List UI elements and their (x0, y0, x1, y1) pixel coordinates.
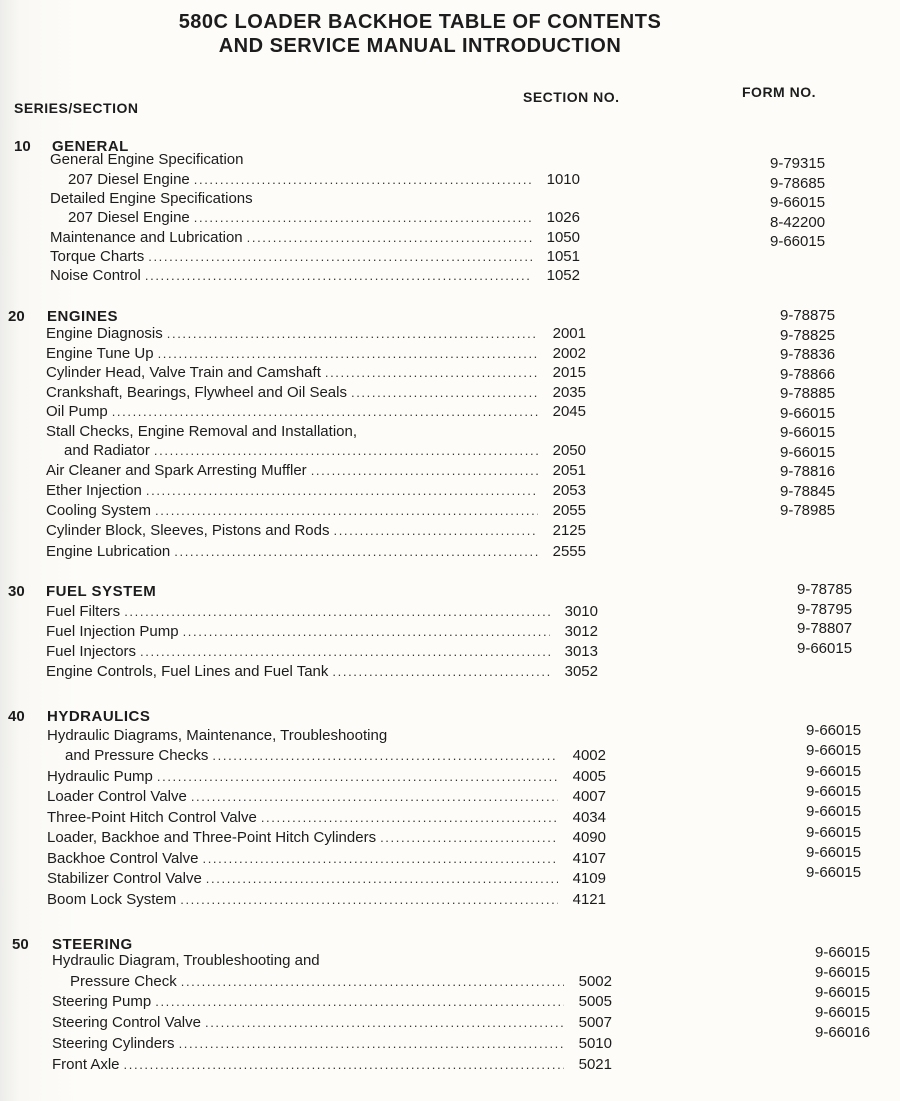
form-number: 9-66015 (780, 404, 836, 422)
toc-entry (50, 150, 243, 170)
toc-entry (52, 1013, 612, 1033)
toc-entry-label: Fuel Injectors (46, 643, 137, 660)
title-line-2: AND SERVICE MANUAL INTRODUCTION (218, 35, 622, 57)
form-number: 9-66015 (815, 1004, 871, 1022)
title-line-1: 580C LOADER BACKHOE TABLE OF CONTENTS (178, 11, 662, 33)
form-number: 9-66015 (806, 782, 862, 800)
toc-entry (68, 208, 580, 228)
toc-entry-label: Detailed Engine Specifications (50, 190, 253, 207)
form-number: 9-66015 (780, 443, 836, 461)
form-number: 8-42200 (770, 213, 826, 231)
toc-entry-label: Noise Control (50, 267, 141, 284)
dot-leader (261, 808, 558, 828)
form-number: 9-66015 (806, 762, 862, 780)
dot-leader (194, 208, 532, 228)
dot-leader (247, 228, 532, 248)
dot-leader (202, 849, 558, 869)
form-number: 9-66015 (806, 742, 862, 760)
form-number: 9-66015 (780, 424, 836, 441)
toc-entry-label: Torque Charts (50, 248, 145, 265)
form-number: 9-78825 (780, 326, 836, 344)
dot-leader (167, 324, 538, 344)
toc-entry-label: Maintenance and Lubrication (50, 229, 243, 246)
form-number: 9-78795 (797, 600, 853, 618)
toc-entry-label: Cooling System (46, 502, 152, 519)
dot-leader (180, 890, 558, 910)
form-number: 9-78685 (770, 174, 826, 192)
toc-entry-label: and Pressure Checks (65, 747, 209, 764)
toc-entry-label: 207 Diesel Engine (68, 209, 190, 226)
dot-leader (148, 247, 532, 267)
form-number: 9-66015 (806, 722, 862, 739)
toc-entry (46, 461, 586, 481)
dot-leader (140, 642, 550, 662)
toc-entry (46, 481, 586, 501)
toc-entry-label: and Radiator (64, 442, 150, 459)
section-number: 2050 (552, 442, 586, 459)
form-number: 9-78866 (780, 365, 836, 383)
toc-entry-label: Pressure Check (70, 973, 177, 990)
series-number: 40 (8, 708, 25, 725)
toc-entry (52, 951, 320, 971)
toc-entry (47, 726, 387, 746)
toc-entry (47, 787, 606, 807)
dot-leader (112, 402, 538, 422)
series-title: FUEL SYSTEM (46, 583, 157, 600)
toc-entry-label: Fuel Filters (46, 603, 121, 620)
series-title: HYDRAULICS (47, 708, 151, 725)
toc-entry (46, 642, 598, 662)
dot-leader (154, 441, 538, 461)
toc-entry-label: Loader, Backhoe and Three-Point Hitch Cylinders (47, 829, 377, 846)
dot-leader (332, 662, 550, 682)
form-number: 9-78875 (780, 307, 836, 324)
toc-entry (46, 501, 586, 521)
toc-entry-label: Hydraulic Diagram, Troubleshooting and (52, 952, 320, 969)
section-no-column-header: SECTION NO. (523, 89, 620, 105)
dot-leader (155, 992, 564, 1012)
form-number: 9-66015 (806, 843, 862, 861)
section-number: 2035 (552, 384, 586, 401)
section-number: 5010 (578, 1035, 612, 1052)
toc-entry (46, 602, 598, 622)
toc-entry (46, 422, 357, 442)
dot-leader (194, 170, 532, 190)
form-number: 9-78985 (780, 502, 836, 519)
toc-entry-label: Engine Tune Up (46, 345, 154, 362)
toc-entry-label: Steering Cylinders (52, 1035, 175, 1052)
dot-leader (155, 501, 538, 521)
toc-entry (46, 383, 586, 403)
series-number: 20 (8, 308, 25, 325)
section-number: 4121 (572, 891, 606, 908)
series-number: 10 (14, 138, 31, 155)
toc-entry (47, 767, 606, 787)
toc-entry-label: Cylinder Head, Valve Train and Camshaft (46, 364, 321, 381)
dot-leader (158, 344, 538, 364)
toc-entry-label: 207 Diesel Engine (68, 171, 190, 188)
toc-entry (46, 324, 586, 344)
dot-leader (181, 972, 564, 992)
form-number: 9-78836 (780, 346, 836, 363)
section-number: 3013 (564, 643, 598, 660)
section-number: 2125 (552, 522, 586, 539)
form-number: 9-66015 (806, 803, 862, 821)
toc-entry-label: Ether Injection (46, 482, 142, 499)
toc-entry (65, 746, 606, 766)
form-number: 9-66015 (815, 944, 871, 961)
section-number: 2045 (552, 403, 586, 420)
dot-leader (206, 869, 558, 889)
series-number: 30 (8, 583, 25, 600)
section-number: 5002 (578, 973, 612, 990)
section-number: 2053 (552, 482, 586, 499)
form-number: 9-66015 (815, 964, 871, 982)
toc-entry-label: Three-Point Hitch Control Valve (47, 809, 257, 826)
toc-entry (47, 808, 606, 828)
form-number: 9-78885 (780, 385, 836, 402)
toc-entry (70, 972, 612, 992)
toc-entry-label: Cylinder Block, Sleeves, Pistons and Rods (46, 522, 330, 539)
section-number: 5007 (578, 1014, 612, 1031)
toc-entry-label: Hydraulic Diagrams, Maintenance, Troubleshooting (47, 727, 388, 744)
form-number: 9-66015 (770, 194, 826, 211)
dot-leader (174, 542, 538, 562)
toc-entry-label: Engine Controls, Fuel Lines and Fuel Tank (46, 663, 329, 680)
toc-entry (68, 170, 580, 190)
toc-entry (46, 344, 586, 364)
toc-entry-label: Engine Diagnosis (46, 325, 163, 342)
toc-entry (50, 266, 580, 286)
form-number: 9-66015 (806, 864, 862, 882)
form-number: 9-66015 (770, 233, 826, 250)
section-number: 1051 (546, 248, 580, 265)
section-number: 3010 (564, 603, 598, 620)
toc-entry-label: Front Axle (52, 1056, 120, 1073)
section-number: 2002 (552, 345, 586, 362)
toc-entry-label: Air Cleaner and Spark Arresting Muffler (46, 462, 307, 479)
section-number: 4107 (572, 850, 606, 867)
toc-entry (46, 402, 586, 422)
series-column-header: SERIES/SECTION (14, 100, 139, 116)
section-number: 1026 (546, 209, 580, 226)
dot-leader (325, 363, 538, 383)
form-number: 9-78807 (797, 620, 853, 637)
toc-entry-label: General Engine Specification (50, 151, 244, 168)
dot-leader (179, 1034, 564, 1054)
section-number: 4109 (572, 870, 606, 887)
section-number: 2555 (552, 543, 586, 560)
toc-entry-label: Loader Control Valve (47, 788, 187, 805)
form-no-column-header: FORM NO. (742, 84, 816, 100)
toc-entry (50, 189, 253, 209)
section-number: 4002 (572, 747, 606, 764)
form-number: 9-66015 (815, 984, 871, 1002)
toc-entry (46, 542, 586, 562)
dot-leader (205, 1013, 564, 1033)
toc-entry-label: Steering Pump (52, 993, 152, 1010)
toc-entry-label: Boom Lock System (47, 891, 177, 908)
section-number: 2001 (552, 325, 586, 342)
section-number: 2051 (552, 462, 586, 479)
section-number: 4034 (572, 809, 606, 826)
toc-entry-label: Steering Control Valve (52, 1014, 201, 1031)
section-number: 5005 (578, 993, 612, 1010)
toc-entry-label: Stall Checks, Engine Removal and Installation, (46, 423, 358, 440)
toc-entry-label: Backhoe Control Valve (47, 850, 199, 867)
dot-leader (212, 746, 558, 766)
section-number: 4005 (572, 768, 606, 785)
section-number: 1010 (546, 171, 580, 188)
dot-leader (191, 787, 558, 807)
toc-entry (47, 828, 606, 848)
form-number: 9-78845 (780, 482, 836, 500)
section-number: 1050 (546, 229, 580, 246)
form-number: 9-66015 (806, 823, 862, 841)
section-number: 4007 (572, 788, 606, 805)
section-number: 3052 (564, 663, 598, 680)
toc-entry (46, 662, 598, 682)
dot-leader (311, 461, 538, 481)
toc-entry (46, 521, 586, 541)
form-number: 9-79315 (770, 155, 826, 172)
dot-leader (124, 1055, 564, 1075)
toc-entry (52, 992, 612, 1012)
toc-entry-label: Crankshaft, Bearings, Flywheel and Oil Seals (46, 384, 347, 401)
toc-entry-label: Stabilizer Control Valve (47, 870, 202, 887)
form-number: 9-66015 (797, 639, 853, 657)
toc-entry (46, 622, 598, 642)
form-number: 9-66016 (815, 1024, 871, 1042)
section-number: 3012 (564, 623, 598, 640)
toc-entry-label: Fuel Injection Pump (46, 623, 179, 640)
dot-leader (351, 383, 538, 403)
toc-entry-label: Oil Pump (46, 403, 108, 420)
toc-entry (50, 228, 580, 248)
toc-entry (47, 849, 606, 869)
dot-leader (183, 622, 550, 642)
toc-entry (47, 869, 606, 889)
series-title: GENERAL (52, 138, 129, 155)
section-number: 2015 (552, 364, 586, 381)
page-title (120, 10, 720, 58)
toc-entry (52, 1055, 612, 1075)
dot-leader (146, 481, 538, 501)
toc-entry (64, 441, 586, 461)
toc-entry (47, 890, 606, 910)
dot-leader (333, 521, 538, 541)
section-number: 1052 (546, 267, 580, 284)
series-title: ENGINES (47, 308, 119, 325)
form-number: 9-78785 (797, 581, 853, 598)
dot-leader (124, 602, 550, 622)
toc-entry (50, 247, 580, 267)
toc-entry-label: Engine Lubrication (46, 543, 171, 560)
section-number: 5021 (578, 1056, 612, 1073)
dot-leader (145, 266, 532, 286)
series-number: 50 (12, 936, 29, 953)
dot-leader (380, 828, 558, 848)
dot-leader (157, 767, 558, 787)
series-title: STEERING (52, 936, 133, 953)
section-number: 4090 (572, 829, 606, 846)
section-number: 2055 (552, 502, 586, 519)
toc-entry (52, 1034, 612, 1054)
form-number: 9-78816 (780, 463, 836, 480)
toc-entry-label: Hydraulic Pump (47, 768, 153, 785)
toc-entry (46, 363, 586, 383)
